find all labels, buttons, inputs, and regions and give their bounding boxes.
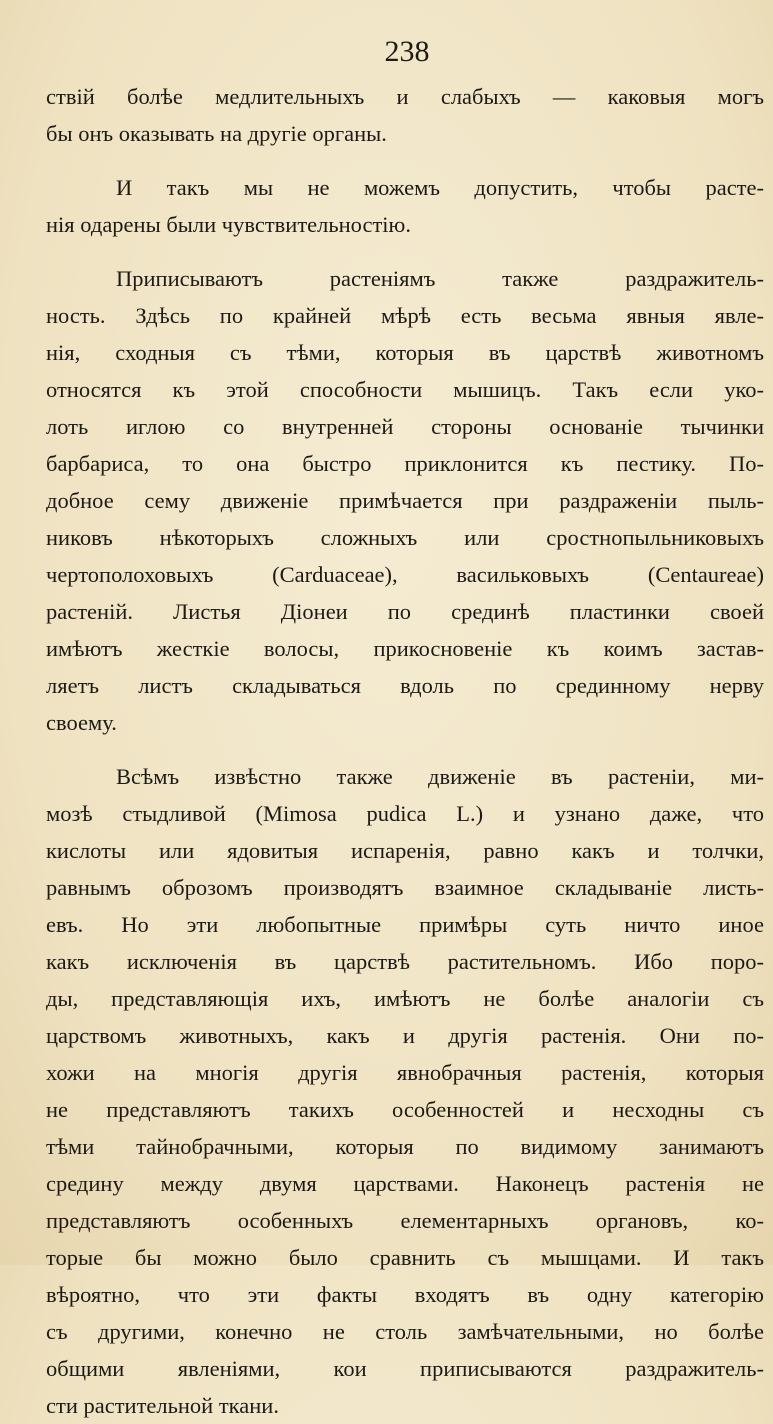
book-page [46, 30, 768, 1424]
text-line: имѣютъ жесткіе волосы, прикосновеніе къ коимъ застав- [46, 636, 764, 661]
paragraph-gap [46, 243, 768, 260]
text-line: средину между двумя царствами. Наконецъ растенія не [46, 1171, 764, 1196]
text-line: нія, сходныя съ тѣми, которыя въ царствѣ животномъ [46, 340, 764, 365]
page-number: 238 [384, 35, 430, 68]
text-line: представляютъ особенныхъ елементарныхъ органовъ, ко- [46, 1208, 764, 1233]
text-line: ды, представляющія ихъ, имѣютъ не болѣе аналогіи съ [46, 986, 764, 1011]
text-line: никовъ нѣкоторыхъ сложныхъ или сростнопыльниковыхъ [46, 525, 764, 550]
text-line: лоть иглою со внутренней стороны основаніе тычинки [46, 414, 764, 439]
text-line: евъ. Но эти любопытные примѣры суть ничто иное [46, 912, 764, 937]
text-line: кислоты или ядовитыя испаренія, равно какъ и толчки, [46, 838, 764, 863]
paragraph-gap [46, 152, 768, 169]
text-line: И такъ мы не можемъ допустить, чтобы расте- [116, 175, 764, 200]
text-line: ляетъ листъ складываться вдоль по срединному нерву [46, 673, 764, 698]
paragraph-2 [46, 169, 768, 243]
paragraph-1 [46, 78, 768, 152]
paragraph-3 [46, 260, 768, 741]
text-line: мозѣ стыдливой (Mimosa pudica L.) и узнано даже, что [46, 801, 764, 826]
paragraph-gap [46, 741, 768, 758]
text-line: растеній. Листья Діонеи по срединѣ пластинки своей [46, 599, 764, 624]
text-line: не представляютъ такихъ особенностей и несходны съ [46, 1097, 764, 1122]
text-line: чертополоховыхъ (Carduaceae), васильковыхъ (Centaureae) [46, 562, 764, 587]
text-line: вѣроятно, что эти факты входятъ въ одну категорію [46, 1282, 764, 1307]
text-line: торые бы можно было сравнить съ мышцами. И такъ [46, 1245, 764, 1270]
text-line: бы онъ оказывать на другіе органы. [46, 121, 387, 146]
text-line: добное сему движеніе примѣчается при раздраженіи пыль- [46, 488, 764, 513]
text-line: хожи на многія другія явнобрачныя растенія, которыя [46, 1060, 764, 1085]
text-line: равнымъ оброзомъ производятъ взаимное складываніе листь- [46, 875, 764, 900]
text-line: Приписываютъ растеніямъ также раздражитель- [116, 266, 764, 291]
text-line: барбариса, то она быстро приклонится къ пестику. По- [46, 451, 764, 476]
text-line: относятся къ этой способности мышицъ. Такъ если уко- [46, 377, 764, 402]
text-line: тѣми тайнобрачными, которыя по видимому занимаютъ [46, 1134, 764, 1159]
text-line: царствомъ животныхъ, какъ и другія растенія. Они по- [46, 1023, 764, 1048]
text-line: своему. [46, 710, 117, 735]
text-line: съ другими, конечно не столь замѣчательными, но болѣе [46, 1319, 764, 1344]
text-line: ствій болѣе медлительныхъ и слабыхъ — каковыя могъ [46, 84, 764, 109]
text-line: нія одарены были чувствительностію. [46, 212, 411, 237]
text-line: ность. Здѣсь по крайней мѣрѣ есть весьма явныя явле- [46, 303, 764, 328]
text-line: Всѣмъ извѣстно также движеніе въ растеніи, ми- [116, 764, 764, 789]
paragraph-4 [46, 758, 768, 1424]
text-line: какъ исключенія въ царствѣ растительномъ. Ибо поро- [46, 949, 764, 974]
text-line: сти растительной ткани. [46, 1393, 279, 1418]
text-line: общими явленіями, кои приписываются раздражитель- [46, 1356, 764, 1381]
